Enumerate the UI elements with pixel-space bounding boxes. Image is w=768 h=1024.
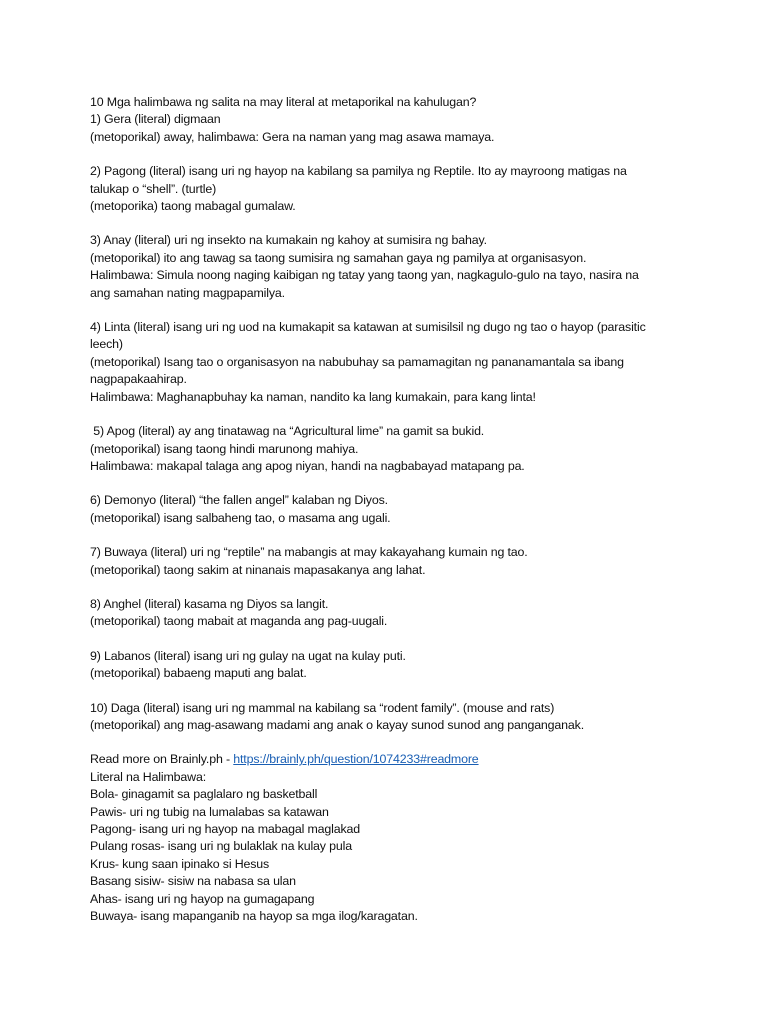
readmore-prefix: Read more on Brainly.ph - [90, 752, 234, 767]
item-line: (metoporikal) away, halimbawa: Gera na naman yang mag asawa mamaya. [90, 129, 495, 144]
item-line: 9) Labanos (literal) isang uri ng gulay na ugat na kulay puti. [90, 648, 406, 663]
item-line: (metoporika) taong mabagal gumalaw. [90, 199, 296, 214]
literal-example-item: Buwaya- isang mapanganib na hayop sa mga ilog/karagatan. [90, 909, 418, 924]
example-item-5 [90, 423, 690, 475]
literal-example-item: Krus- kung saan ipinako si Hesus [90, 856, 270, 871]
paragraph-spacer [90, 631, 690, 648]
item-line: 4) Linta (literal) isang uri ng uod na kumakapit sa katawan at sumisilsil ng dugo ng tao o hayop (parasitic [90, 320, 646, 335]
item-line: 10) Daga (literal) isang uri ng mammal na kabilang sa “rodent family”. (mouse and rats) [90, 700, 555, 715]
literal-examples-heading: Literal na Halimbawa: [90, 769, 206, 784]
literal-example-item: Pagong- isang uri ng hayop na mabagal maglakad [90, 822, 361, 836]
literal-example-item: Bola- ginagamit sa paglalaro ng basketball [90, 787, 318, 802]
paragraph-spacer [90, 527, 690, 544]
example-item-7 [90, 544, 690, 579]
example-item-10 [90, 700, 690, 735]
literal-example-item: Basang sisiw- sisiw na nabasa sa ulan [90, 874, 296, 889]
item-line: Halimbawa: Maghanapbuhay ka naman, nandito ka lang kumakain, para kang linta! [90, 389, 536, 404]
paragraph-spacer [90, 579, 690, 596]
item-line: 5) Apog (literal) ay ang tinatawag na “Agricultural lime” na gamit sa bukid. [90, 424, 485, 439]
item-line: 3) Anay (literal) uri ng insekto na kumakain ng kahoy at sumisira ng bahay. [90, 233, 487, 248]
item-line: Halimbawa: Simula noong naging kaibigan ng tatay yang taong yan, nagkagulo-gulo na tayo, nasira na [90, 268, 639, 283]
readmore-line [90, 751, 690, 768]
item-line: (metoporikal) isang taong hindi marunong mahiya. [90, 441, 359, 456]
paragraph-spacer [90, 406, 690, 423]
literal-examples-list [90, 769, 690, 926]
document-heading: 10 Mga halimbawa ng salita na may literal at metaporikal na kahulugan? [90, 95, 477, 109]
paragraph-spacer [90, 146, 690, 163]
item-line: leech) [90, 337, 123, 352]
item-line: (metoporikal) taong mabait at maganda ang pag-uugali. [90, 614, 388, 629]
item-line: (metoporikal) babaeng maputi ang balat. [90, 666, 307, 681]
item-line: (metoporikal) ito ang tawag sa taong sumisira ng samahan gaya ng pamilya at organisasyon. [90, 250, 587, 265]
item-line: ang samahan nating magpapamilya. [90, 285, 285, 300]
paragraph-spacer [90, 734, 690, 751]
item-line: (metoporikal) taong sakim at ninanais mapasakanya ang lahat. [90, 562, 426, 577]
item-line: (metoporikal) isang salbaheng tao, o masama ang ugali. [90, 510, 391, 525]
literal-example-item: Pawis- uri ng tubig na lumalabas sa katawan [90, 804, 329, 819]
item-line: Halimbawa: makapal talaga ang apog niyan, handi na nagbabayad matapang pa. [90, 458, 525, 473]
item-line: (metoporikal) ang mag-asawang madami ang anak o kayay sunod sunod ang panganganak. [90, 717, 584, 732]
paragraph-spacer [90, 475, 690, 492]
example-item-4 [90, 319, 690, 406]
item-line: nagpapakaahirap. [90, 372, 187, 387]
example-item-6 [90, 492, 690, 527]
paragraph-spacer [90, 683, 690, 700]
document-body [90, 94, 690, 925]
item-line: 2) Pagong (literal) isang uri ng hayop na kabilang sa pamilya ng Reptile. Ito ay mayroong matigas na [90, 164, 627, 179]
example-item-8 [90, 596, 690, 631]
item-line: 6) Demonyo (literal) “the fallen angel” kalaban ng Diyos. [90, 493, 388, 508]
item-line: 7) Buwaya (literal) uri ng “reptile” na mabangis at may kakayahang kumain ng tao. [90, 545, 528, 560]
example-item-3 [90, 232, 690, 302]
example-item-9 [90, 648, 690, 683]
literal-example-item: Ahas- isang uri ng hayop na gumagapang [90, 891, 315, 906]
paragraph-spacer [90, 302, 690, 319]
item-line: talukap o “shell”. (turtle) [90, 181, 217, 196]
brainly-link[interactable]: https://brainly.ph/question/1074233#readmore [233, 752, 479, 767]
item-line: (metoporikal) Isang tao o organisasyon na nabubuhay sa pamamagitan ng pananamantala sa ibang [90, 354, 624, 369]
example-item-2 [90, 163, 690, 215]
paragraph-spacer [90, 215, 690, 232]
literal-example-item: Pulang rosas- isang uri ng bulaklak na kulay pula [90, 839, 352, 854]
item-line: 8) Anghel (literal) kasama ng Diyos sa langit. [90, 596, 329, 611]
example-item-1 [90, 111, 690, 146]
item-line: 1) Gera (literal) digmaan [90, 112, 221, 127]
